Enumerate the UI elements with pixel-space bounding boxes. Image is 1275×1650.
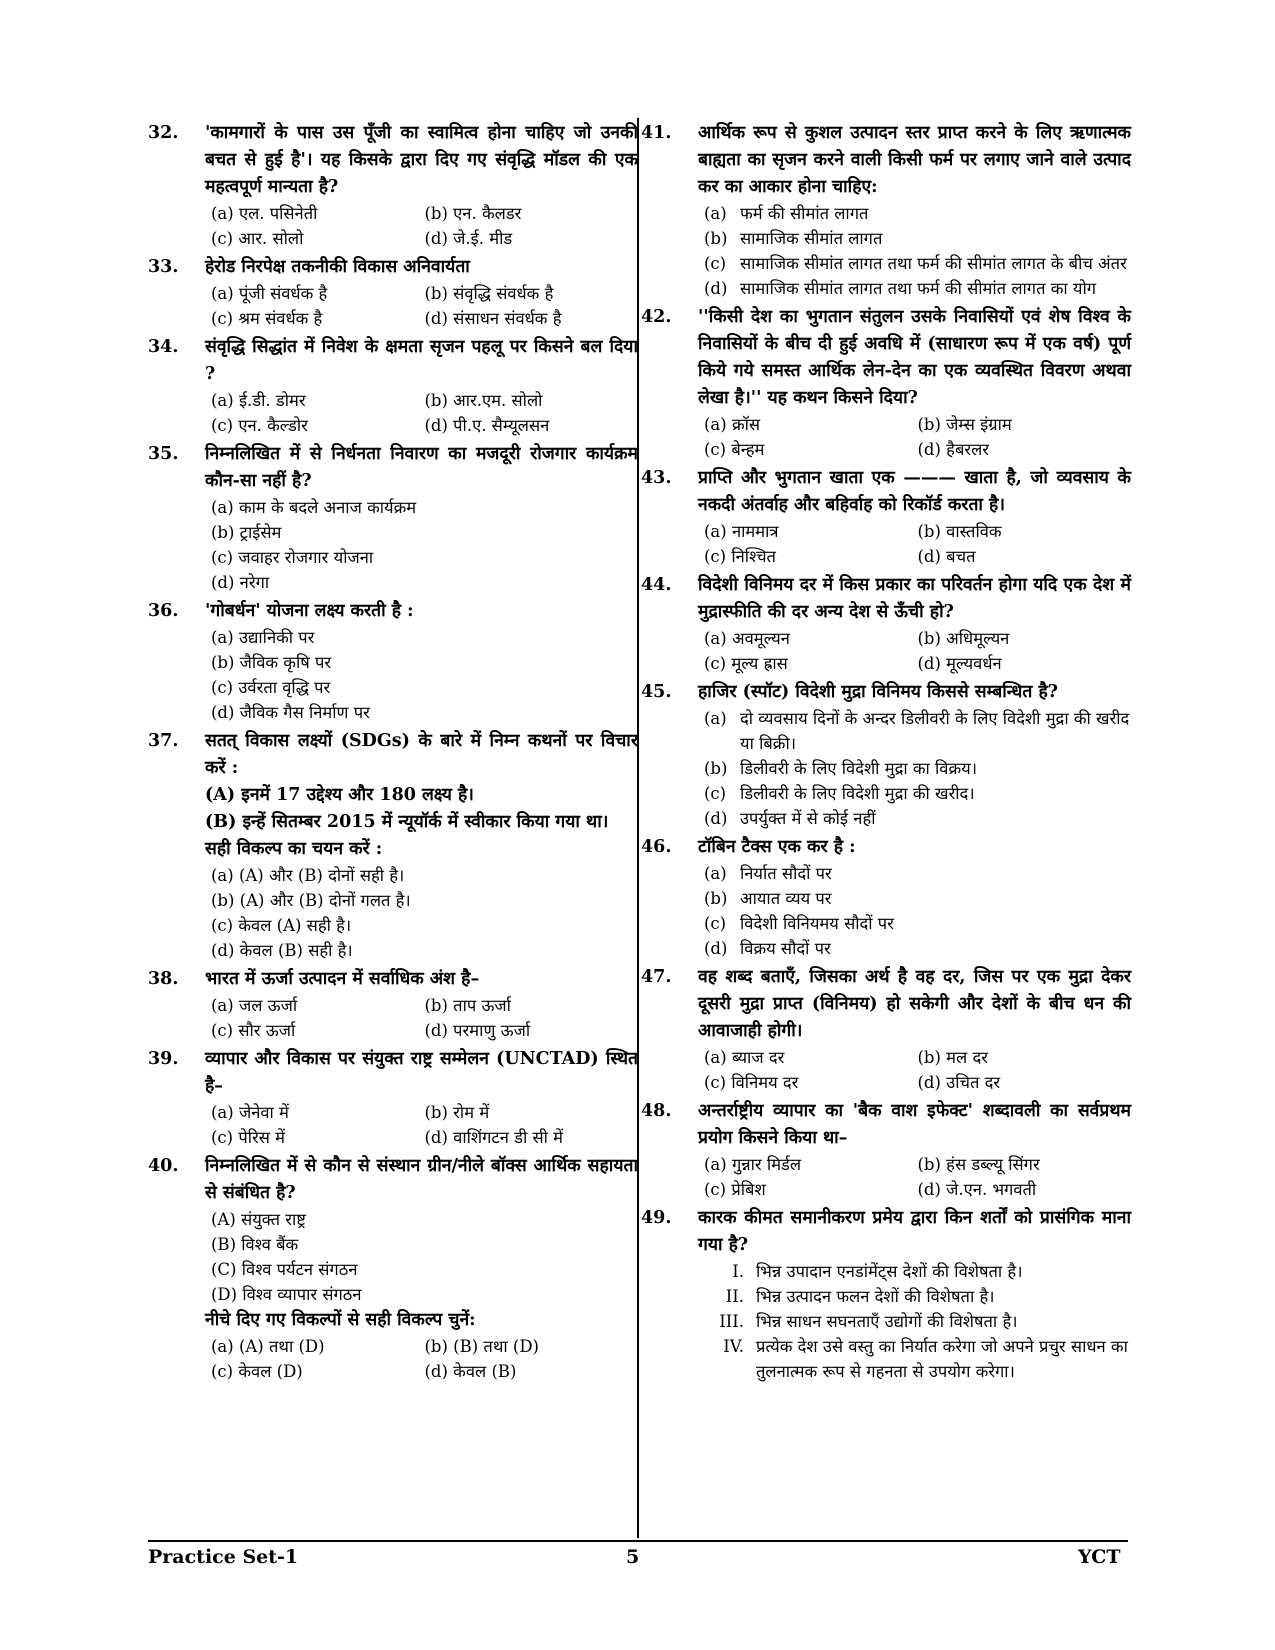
question-text: सतत् विकास लक्ष्यों (SDGs) के बारे में निम्न कथनों पर विचार करें : [205, 731, 638, 778]
question-text: प्राप्ति और भुगतान खाता एक ——— खाता है, जो व्यवसाय के नकदी अंतर्वाह और बहिर्वाह को रिकॉर्ड करता है। [698, 468, 1131, 515]
option-b: (b) वास्तविक [917, 522, 1002, 541]
option-a: (a) नाममात्र [704, 522, 779, 541]
option-label: (a) [704, 864, 727, 883]
choose-prompt: नीचे दिए गए विकल्पों से सही विकल्प चुनें: [205, 1310, 476, 1330]
question-text: 'कामगारों के पास उस पूँजी का स्वामित्व होना चाहिए जो उनकी बचत से हुई है'। यह किसके द्वारा दिए गए संवृद्धि मॉडल की एक महत्वपूर्ण मान्यता है? [205, 123, 638, 197]
option-d: (d) पी.ए. सैम्यूलसन [424, 416, 550, 435]
roman-label: II. [725, 1287, 744, 1306]
option-d: (d) मूल्यवर्धन [917, 654, 1002, 673]
option-c: (c) केवल (A) सही है। [211, 916, 352, 935]
option-d: (d) केवल (B) [424, 1362, 517, 1381]
condition-1 [698, 1259, 1131, 1284]
option-d: (d) संसाधन संवर्धक है [424, 309, 562, 328]
option-a: (a) अवमूल्यन [704, 629, 790, 648]
question-38 [148, 966, 638, 1043]
option-label: (c) [704, 784, 727, 803]
question-number: 32. [148, 123, 179, 143]
question-44 [641, 572, 1131, 676]
option-c: (c) जवाहर रोजगार योजना [211, 548, 374, 567]
question-text: अन्तर्राष्ट्रीय व्यापार का 'बैक वाश इफेक्ट' शब्दावली का सर्वप्रथम प्रयोग किसने किया था– [698, 1101, 1131, 1148]
question-text: टॉबिन टैक्स एक कर है : [698, 837, 856, 857]
option-a [698, 861, 1131, 886]
condition-text: भिन्न उपादान एनडांमेंट्स देशों की विशेषता है। [756, 1262, 1023, 1281]
question-text: वह शब्द बताएँ, जिसका अर्थ है वह दर, जिस पर एक मुद्रा देकर दूसरी मुद्रा प्राप्त (विनिमय) हो सकेगी और देशों के बीच धन की आवाजाही होगी। [698, 967, 1131, 1041]
option-b: (b) हंस डब्ल्यू सिंगर [917, 1155, 1040, 1174]
option-a: (a) गुन्नार मिर्डल [704, 1155, 802, 1174]
statement-c: (C) विश्व पर्यटन संगठन [211, 1260, 358, 1279]
question-34 [148, 334, 638, 438]
option-c: (c) मूल्य ह्रास [704, 654, 788, 673]
option-text: निर्यात सौदों पर [740, 864, 832, 883]
option-c: (c) प्रेबिश [704, 1180, 766, 1199]
question-number: 33. [148, 257, 179, 277]
footer-set-label: Practice Set-1 [148, 1546, 299, 1568]
option-d: (d) बचत [917, 547, 976, 566]
option-b: (b) ताप ऊर्जा [424, 996, 511, 1015]
option-label: (c) [704, 254, 727, 273]
option-c: (c) पेरिस में [211, 1128, 286, 1147]
option-c: (c) बेन्हम [704, 440, 765, 459]
statement-b: (B) विश्व बैंक [211, 1235, 299, 1254]
option-c: (c) उर्वरता वृद्धि पर [211, 678, 331, 697]
question-33 [148, 254, 638, 331]
question-number: 37. [148, 731, 179, 751]
option-b: (b) (A) और (B) दोनों गलत है। [211, 891, 411, 910]
question-text: कारक कीमत समानीकरण प्रमेय द्वारा किन शर्तों को प्रासंगिक माना गया है? [698, 1208, 1131, 1255]
question-text: निम्नलिखित में से निर्धनता निवारण का मजदूरी रोजगार कार्यक्रम कौन-सा नहीं है? [205, 444, 638, 491]
condition-4 [698, 1334, 1131, 1384]
footer-rule [148, 1540, 1128, 1542]
question-39 [148, 1046, 638, 1150]
option-c [698, 251, 1131, 276]
option-b: (b) संवृद्धि संवर्धक है [424, 284, 554, 303]
condition-text: भिन्न साधन सघनताएँ उद्योगों की विशेषता है। [756, 1312, 1018, 1331]
question-number: 44. [641, 575, 672, 595]
question-text: हाजिर (स्पॉट) विदेशी मुद्रा विनिमय किससे सम्बन्धित है? [698, 682, 1059, 702]
option-b: (b) आर.एम. सोलो [424, 391, 543, 410]
option-a [698, 201, 1131, 226]
option-d [698, 936, 1131, 961]
option-a: (a) (A) और (B) दोनों सही है। [211, 866, 405, 885]
question-number: 40. [148, 1156, 179, 1176]
option-d [698, 806, 1131, 831]
question-number: 38. [148, 969, 179, 989]
option-b: (b) एन. कैलडर [424, 204, 522, 223]
roman-label: IV. [723, 1337, 744, 1356]
page-number: 5 [626, 1546, 640, 1568]
question-text: निम्नलिखित में से कौन से संस्थान ग्रीन/नीले बॉक्स आर्थिक सहायता से संबंधित है? [205, 1156, 638, 1203]
option-a: (a) (A) तथा (D) [211, 1337, 325, 1356]
condition-2 [698, 1284, 1131, 1309]
option-b [698, 756, 1131, 781]
question-number: 43. [641, 468, 672, 488]
question-text: आर्थिक रूप से कुशल उत्पादन स्तर प्राप्त करने के लिए ऋणात्मक बाह्यता का सृजन करने वाली किसी फर्म पर लगाए जाने वाले उत्पाद कर का आकार होना चाहिए: [698, 123, 1131, 197]
question-number: 45. [641, 682, 672, 702]
question-48 [641, 1098, 1131, 1202]
option-label: (d) [704, 939, 728, 958]
option-text: उपर्युक्त में से कोई नहीं [740, 809, 876, 828]
option-d: (d) वाशिंगटन डी सी में [424, 1128, 564, 1147]
option-b: (b) (B) तथा (D) [424, 1337, 539, 1356]
statement-a: (A) संयुक्त राष्ट्र [211, 1210, 306, 1229]
question-number: 46. [641, 837, 672, 857]
question-number: 35. [148, 444, 179, 464]
option-b [698, 226, 1131, 251]
option-text: सामाजिक सीमांत लागत [740, 229, 883, 248]
question-42 [641, 304, 1131, 462]
option-a: (a) क्रॉस [704, 415, 761, 434]
question-45 [641, 679, 1131, 831]
right-column [641, 120, 1131, 1387]
question-number: 48. [641, 1101, 672, 1121]
option-a: (a) जल ऊर्जा [211, 996, 298, 1015]
option-text: सामाजिक सीमांत लागत तथा फर्म की सीमांत लागत का योग [740, 279, 1097, 298]
option-a: (a) काम के बदले अनाज कार्यक्रम [211, 498, 417, 517]
option-d: (d) केवल (B) सही है। [211, 941, 353, 960]
question-text: संवृद्धि सिद्धांत में निवेश के क्षमता सृजन पहलू पर किसने बल दिया ? [205, 337, 638, 384]
question-number: 36. [148, 601, 179, 621]
option-label: (b) [704, 229, 728, 248]
question-text: व्यापार और विकास पर संयुक्त राष्ट्र सम्मेलन (UNCTAD) स्थित है– [205, 1049, 638, 1096]
option-d: (d) उचित दर [917, 1073, 1001, 1092]
option-c: (c) विनिमय दर [704, 1073, 799, 1092]
option-label: (a) [704, 204, 727, 223]
option-c: (c) केवल (D) [211, 1362, 303, 1381]
option-text: फर्म की सीमांत लागत [740, 204, 869, 223]
question-46 [641, 834, 1131, 961]
question-35 [148, 441, 638, 595]
option-label: (c) [704, 914, 727, 933]
option-text: डिलीवरी के लिए विदेशी मुद्रा का विक्रय। [740, 759, 977, 778]
statement-d: (D) विश्व व्यापार संगठन [211, 1285, 362, 1304]
option-label: (a) [704, 709, 727, 728]
question-47 [641, 964, 1131, 1095]
condition-text: भिन्न उत्पादन फलन देशों की विशेषता है। [756, 1287, 995, 1306]
roman-label: III. [719, 1312, 744, 1331]
option-d: (d) नरेगा [211, 573, 270, 592]
question-text: हेरोड निरपेक्ष तकनीकी विकास अनिवार्यता [205, 257, 470, 277]
option-label: (d) [704, 809, 728, 828]
condition-3 [698, 1309, 1131, 1334]
option-a: (a) जेनेवा में [211, 1103, 289, 1122]
option-a [698, 706, 1131, 756]
roman-label: I. [732, 1262, 744, 1281]
option-label: (b) [704, 889, 728, 908]
statement-a: (A) इनमें 17 उद्देश्य और 180 लक्ष्य है। [205, 785, 474, 805]
question-40 [148, 1153, 638, 1384]
option-b: (b) जैविक कृषि पर [211, 653, 332, 672]
option-c [698, 911, 1131, 936]
choose-prompt: सही विकल्प का चयन करें : [205, 839, 383, 859]
question-32 [148, 120, 638, 251]
option-a: (a) ब्याज दर [704, 1048, 785, 1067]
question-number: 41. [641, 123, 672, 143]
option-text: आयात व्यय पर [740, 889, 832, 908]
question-41 [641, 120, 1131, 301]
option-b: (b) जेम्स इंग्राम [917, 415, 1012, 434]
question-number: 47. [641, 967, 672, 987]
option-d [698, 276, 1131, 301]
option-c: (c) श्रम संवर्धक है [211, 309, 323, 328]
question-number: 42. [641, 307, 672, 327]
option-b: (b) अधिमूल्यन [917, 629, 1010, 648]
question-text: विदेशी विनिमय दर में किस प्रकार का परिवर्तन होगा यदि एक देश में मुद्रास्फीति की दर अन्य देश से ऊँची हो? [698, 575, 1131, 622]
option-a: (a) उद्यानिकी पर [211, 628, 315, 647]
option-a: (a) एल. पसिनेती [211, 204, 318, 223]
option-b: (b) ट्राईसेम [211, 523, 282, 542]
option-c: (c) सौर ऊर्जा [211, 1021, 296, 1040]
question-number: 34. [148, 337, 179, 357]
question-49 [641, 1205, 1131, 1384]
question-number: 39. [148, 1049, 179, 1069]
option-d: (d) जे.एन. भगवती [917, 1180, 1037, 1199]
condition-text: प्रत्येक देश उसे वस्तु का निर्यात करेगा जो अपने प्रचुर साधन का तुलनात्मक रूप से गहनता से उपयोग करेगा। [756, 1337, 1128, 1381]
option-text: विदेशी विनियमय सौदों पर [740, 914, 894, 933]
question-text: भारत में ऊर्जा उत्पादन में सर्वाधिक अंश है– [205, 969, 480, 989]
option-a: (a) ई.डी. डोमर [211, 391, 306, 410]
option-d: (d) परमाणु ऊर्जा [424, 1021, 531, 1040]
statement-b: (B) इन्हें सितम्बर 2015 में न्यूयॉर्क में स्वीकार किया गया था। [205, 812, 609, 832]
option-c: (c) आर. सोलो [211, 229, 304, 248]
option-c: (c) एन. कैल्डोर [211, 416, 308, 435]
option-d: (d) हैबरलर [917, 440, 990, 459]
option-b: (b) रोम में [424, 1103, 490, 1122]
option-text: दो व्यवसाय दिनों के अन्दर डिलीवरी के लिए विदेशी मुद्रा की खरीद या बिक्री। [740, 709, 1130, 753]
option-text: विक्रय सौदों पर [740, 939, 831, 958]
option-c: (c) निश्चित [704, 547, 776, 566]
option-d: (d) जैविक गैस निर्माण पर [211, 703, 370, 722]
option-c [698, 781, 1131, 806]
option-text: डिलीवरी के लिए विदेशी मुद्रा की खरीद। [740, 784, 975, 803]
question-36 [148, 598, 638, 725]
option-text: सामाजिक सीमांत लागत तथा फर्म की सीमांत लागत के बीच अंतर [740, 254, 1127, 273]
option-label: (b) [704, 759, 728, 778]
question-37 [148, 728, 638, 963]
question-43 [641, 465, 1131, 569]
question-number: 49. [641, 1208, 672, 1228]
left-column [148, 120, 638, 1387]
option-d: (d) जे.ई. मीड [424, 229, 513, 248]
option-a: (a) पूंजी संवर्धक है [211, 284, 328, 303]
option-label: (d) [704, 279, 728, 298]
option-b [698, 886, 1131, 911]
option-b: (b) मल दर [917, 1048, 988, 1067]
question-text: ''किसी देश का भुगतान संतुलन उसके निवासियों एवं शेष विश्व के निवासियों के बीच दी हुई अवधि में (साधारण रूप में एक वर्ष) पूर्ण किये गये समस्त आर्थिक लेन-देन का एक व्यवस्थित विवरण अथवा लेखा है।'' यह कथन किसने दिया? [698, 307, 1131, 408]
question-text: 'गोबर्धन' योजना लक्ष्य करती है : [205, 601, 414, 621]
footer-publisher: YCT [1078, 1546, 1121, 1568]
